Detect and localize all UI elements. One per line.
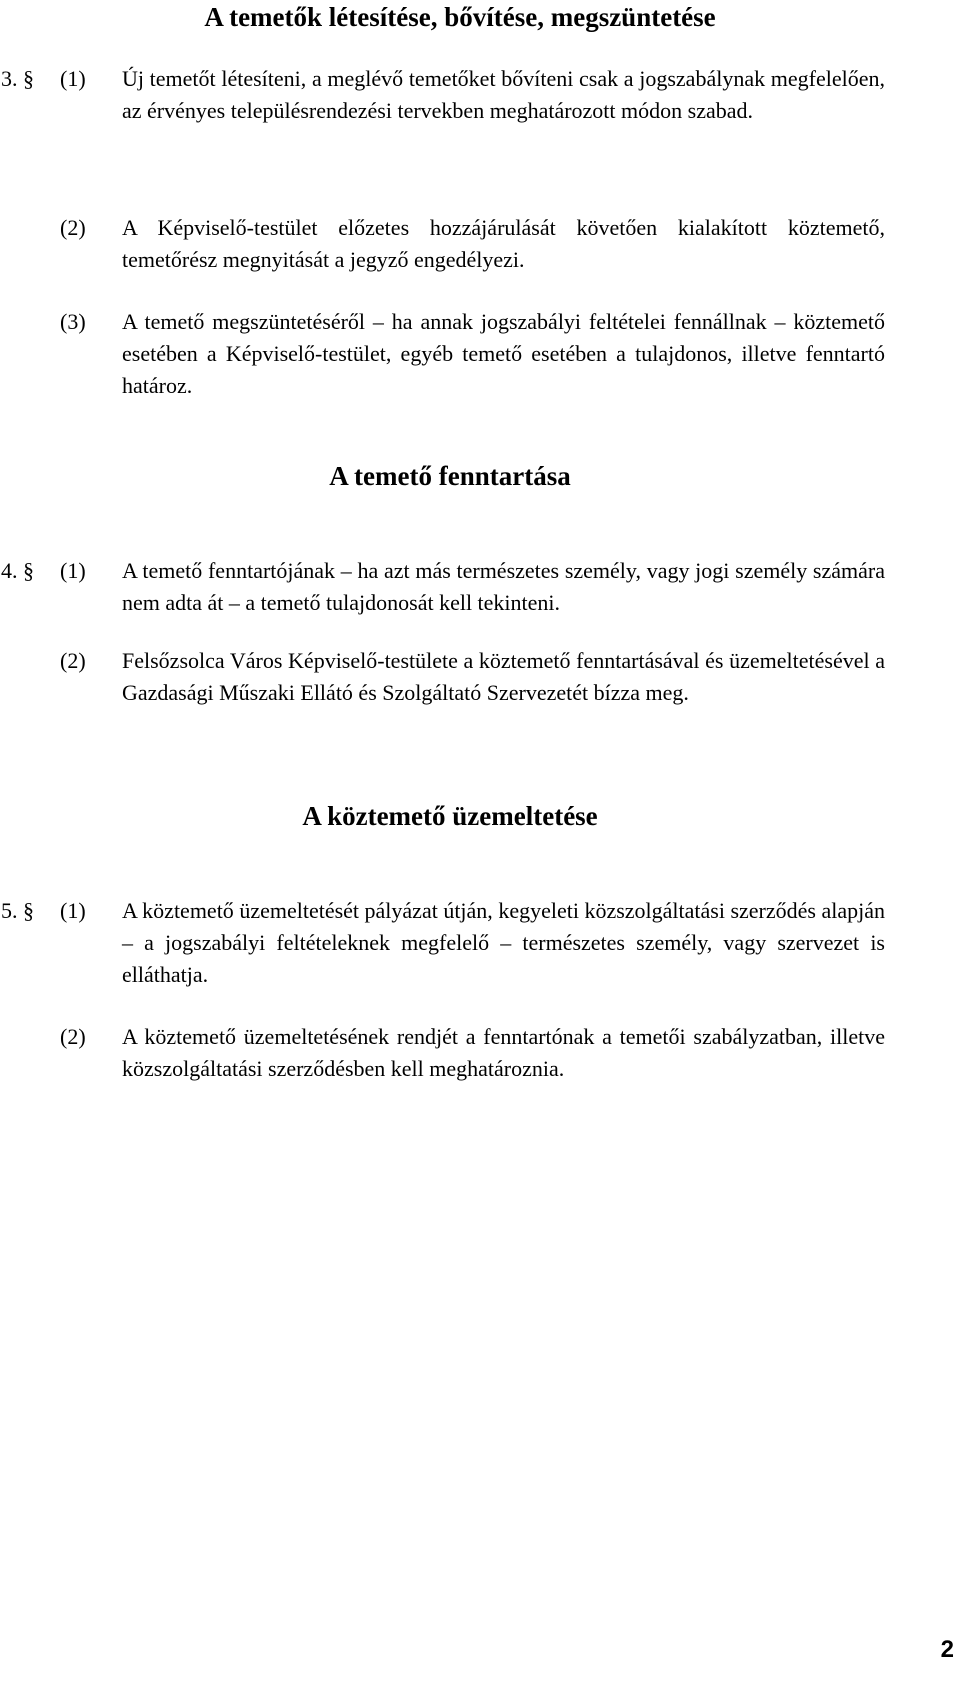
paragraph-number: (3) (60, 309, 86, 334)
page-number: 2 (940, 1636, 954, 1663)
paragraph-number: (1) (60, 898, 86, 923)
paragraph-4-2 (60, 645, 885, 709)
paragraph-text: Felsőzsolca Város Képviselő-testülete a köztemető fenntartásával és üzemeltetésével a Gazdasági Műszaki Ellátó és Szolgáltató Szervezetét bízza meg. (122, 648, 885, 705)
paragraph-number: (2) (60, 215, 86, 240)
paragraph-number: (2) (60, 1024, 86, 1049)
paragraph-3-3 (60, 306, 885, 402)
paragraph-text: A Képviselő-testület előzetes hozzájárulását követően kialakított köztemető, temetőrész megnyitását a jegyző engedélyezi. (122, 215, 885, 272)
paragraph-5-2 (60, 1021, 885, 1085)
section-title-3: A temetők létesítése, bővítése, megszüntetése (204, 2, 716, 32)
paragraph-number: (1) (60, 66, 86, 91)
section-number-3: 3. § (1, 66, 34, 91)
paragraph-text: Új temetőt létesíteni, a meglévő temetőket bővíteni csak a jogszabálynak megfelelően, az érvényes településrendezési tervekben meghatározott módon szabad. (122, 66, 885, 123)
paragraph-3-2 (60, 212, 885, 276)
paragraph-text: A köztemető üzemeltetésének rendjét a fenntartónak a temetői szabályzatban, illetve közszolgáltatási szerződésben kell meghatároznia. (122, 1024, 885, 1081)
paragraph-number: (2) (60, 648, 86, 673)
paragraph-text: A köztemető üzemeltetését pályázat útján, kegyeleti közszolgáltatási szerződés alapján – a jogszabályi feltételeknek megfelelő – természetes személy, vagy szervezet is elláthatja. (122, 898, 885, 987)
paragraph-5-1 (60, 895, 885, 991)
section-title-5: A köztemető üzemeltetése (302, 801, 598, 831)
paragraph-4-1 (60, 555, 885, 619)
section-number-4: 4. § (1, 558, 34, 583)
paragraph-3-1 (60, 63, 885, 127)
paragraph-number: (1) (60, 558, 86, 583)
paragraph-text: A temető megszüntetéséről – ha annak jogszabályi feltételei fennállnak – köztemető esetében a Képviselő-testület, egyéb temető esetében a tulajdonos, illetve fenntartó határoz. (122, 309, 885, 398)
paragraph-text: A temető fenntartójának – ha azt más természetes személy, vagy jogi személy számára nem adta át – a temető tulajdonosát kell tekinteni. (122, 558, 885, 615)
section-number-5: 5. § (1, 898, 34, 923)
section-title-4: A temető fenntartása (329, 461, 571, 491)
